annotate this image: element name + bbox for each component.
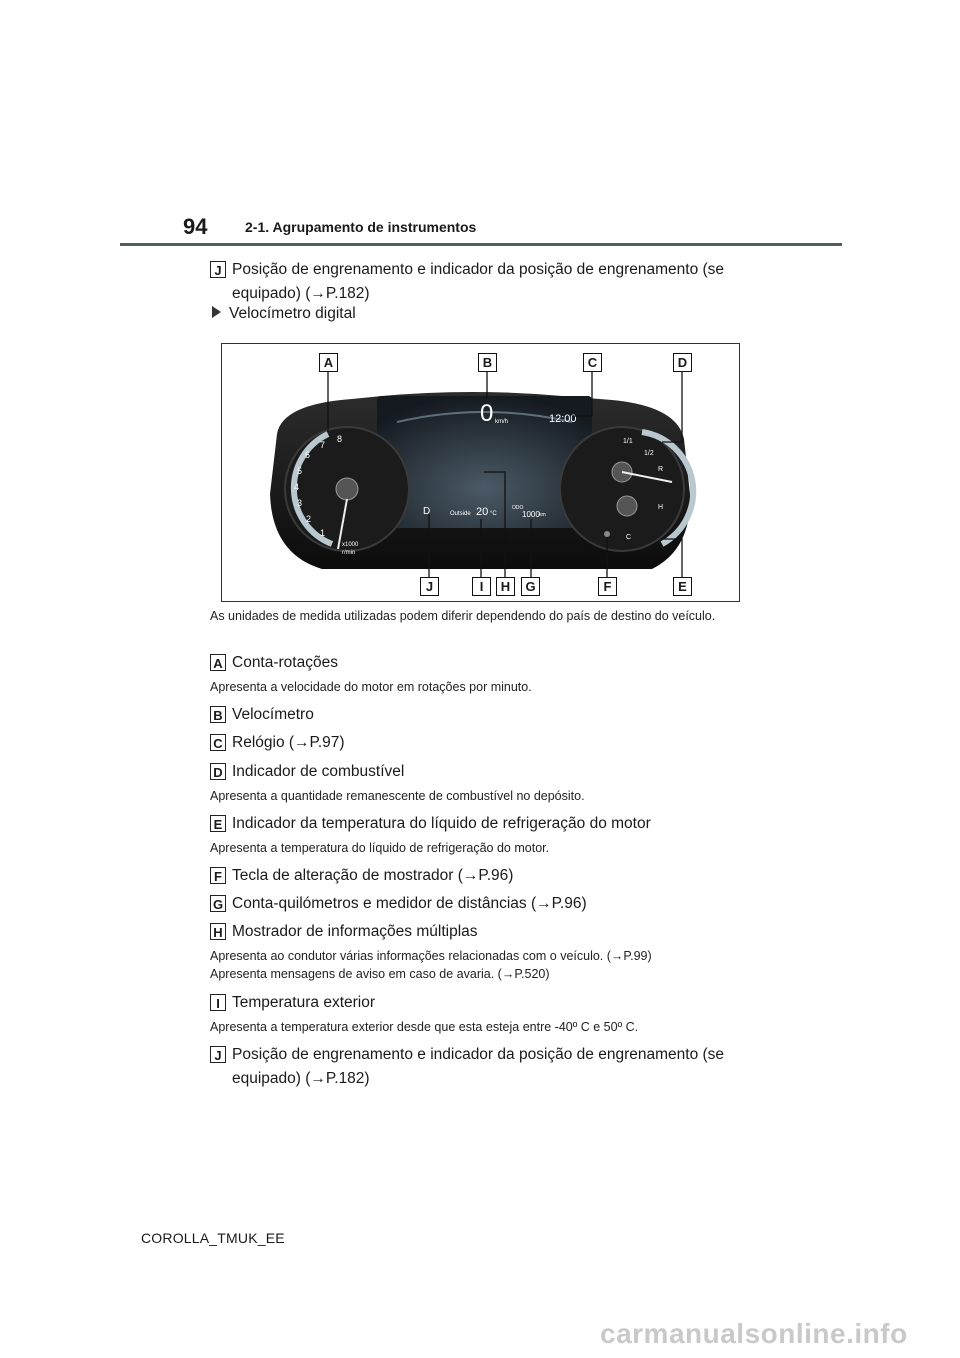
speed-unit: km/h [495, 419, 509, 425]
item-title: Conta-rotações [232, 654, 338, 671]
item-g [210, 892, 587, 916]
item-tag: F [210, 867, 226, 884]
item-e [210, 812, 651, 836]
callout-b: B [478, 353, 497, 372]
item-j-top [210, 258, 770, 306]
header-rule [120, 243, 842, 246]
odo-unit: km [539, 512, 546, 518]
callout-j: J [420, 577, 439, 596]
item-title: Velocímetro [232, 706, 314, 723]
item-tag: G [210, 895, 226, 912]
footer-code: COROLLA_TMUK_EE [141, 1230, 285, 1246]
item-title: Indicador de combustível [232, 763, 405, 780]
odo-label: ODO [512, 505, 524, 511]
item-i [210, 991, 375, 1015]
outside-temp-unit: °C [490, 511, 497, 517]
tach-number-5: 5 [297, 466, 303, 476]
item-a [210, 651, 338, 675]
fuel-half-label: 1/2 [644, 450, 654, 457]
tach-number-2: 2 [306, 514, 312, 524]
item-title-cont: equipado) (→P.182) [232, 1070, 370, 1087]
item-i-desc: Apresenta a temperatura exterior desde que esta esteja entre -40º C e 50º C. [210, 1020, 639, 1034]
item-tag: C [210, 734, 226, 751]
item-d-desc: Apresenta a quantidade remanescente de combustível no depósito. [210, 789, 585, 803]
callout-f: F [598, 577, 617, 596]
clock-value: 12:00 [549, 413, 577, 425]
tach-number-8: 8 [337, 434, 343, 444]
odo-value: 1000 [522, 510, 540, 519]
leader-e [662, 539, 682, 577]
callout-g: G [521, 577, 540, 596]
tach-number-6: 6 [305, 450, 311, 460]
leader-d [662, 371, 682, 442]
item-tag: J [210, 1046, 226, 1063]
page-number: 94 [183, 214, 208, 239]
fuel-full-label: 1/1 [623, 438, 633, 445]
callout-a: A [319, 353, 338, 372]
item-tag: I [210, 994, 226, 1011]
tach-unit: x1000 [342, 542, 359, 548]
item-e-desc: Apresenta a temperatura do líquido de refrigeração do motor. [210, 841, 550, 855]
gear-indicator: D [423, 506, 431, 517]
leader-c [572, 371, 592, 416]
item-a-desc: Apresenta a velocidade do motor em rotações por minuto. [210, 680, 532, 694]
item-tag: H [210, 923, 226, 940]
subheading [212, 305, 356, 323]
item-tag: J [210, 261, 226, 278]
callout-leader-lines [222, 344, 739, 601]
item-j [210, 1043, 770, 1091]
item-title: Posição de engrenamento e indicador da posição de engrenamento (se [232, 1046, 725, 1063]
section-title: 2-1. Agrupamento de instrumentos [245, 219, 477, 235]
item-title: Temperatura exterior [232, 994, 376, 1011]
item-tag: D [210, 763, 226, 780]
subheading-text: Velocímetro digital [229, 305, 356, 322]
temp-cold-label: C [626, 534, 632, 541]
item-title: Posição de engrenamento e indicador da posição de engrenamento (se [232, 261, 725, 278]
item-h-desc: Apresenta ao condutor várias informações relacionadas com o veículo. (→P.99) [210, 949, 652, 963]
item-c [210, 731, 345, 755]
item-title: Relógio (→P.97) [232, 734, 345, 751]
item-title: Conta-quilómetros e medidor de distâncias (→P.96) [232, 895, 587, 912]
outside-temp-value: 20 [476, 506, 489, 518]
item-title: Indicador da temperatura do líquido de refrigeração do motor [232, 815, 651, 832]
item-f [210, 864, 513, 888]
callout-i: I [472, 577, 491, 596]
tach-number-4: 4 [294, 482, 300, 492]
tach-unit-rpm: r/min [342, 550, 356, 556]
tach-number-3: 3 [297, 498, 303, 508]
callout-h: H [496, 577, 515, 596]
fuel-reserve-label: R [658, 466, 664, 473]
item-title-cont: equipado) (→P.182) [232, 285, 370, 302]
outside-label: Outside [450, 511, 471, 517]
tach-number-7: 7 [320, 440, 326, 450]
leader-h [484, 472, 505, 577]
item-b [210, 703, 314, 727]
item-tag: A [210, 654, 226, 671]
callout-c: C [583, 353, 602, 372]
item-d [210, 760, 404, 784]
item-tag: E [210, 815, 226, 832]
watermark: carmanualsonline.info [600, 1318, 908, 1349]
play-arrow-icon [212, 306, 221, 318]
callout-e: E [673, 577, 692, 596]
units-note: As unidades de medida utilizadas podem diferir dependendo do país de destino do veículo. [210, 609, 716, 623]
item-title: Mostrador de informações múltiplas [232, 923, 478, 940]
item-tag: B [210, 706, 226, 723]
speed-value: 0 [480, 400, 494, 427]
instrument-cluster-figure [221, 343, 740, 602]
item-title: Tecla de alteração de mostrador (→P.96) [232, 867, 514, 884]
item-h [210, 920, 478, 944]
item-h-desc-2: Apresenta mensagens de aviso em caso de avaria. (→P.520) [210, 967, 550, 981]
tach-number-1: 1 [320, 528, 326, 538]
temp-hot-label: H [658, 504, 664, 511]
callout-d: D [673, 353, 692, 372]
